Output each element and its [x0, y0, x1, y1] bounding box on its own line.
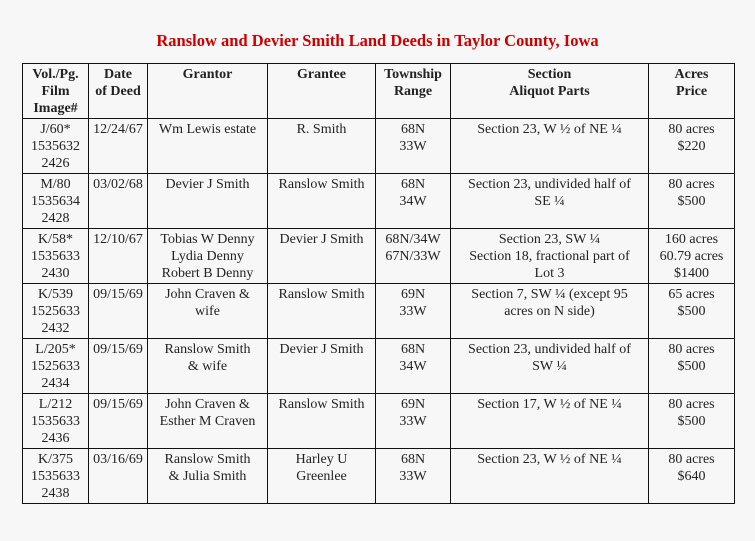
- cell-grantor: John Craven & Esther M Craven: [148, 394, 268, 449]
- table-row: [23, 229, 735, 284]
- cell-section-aliquot: Section 17, W ½ of NE ¼: [451, 394, 649, 449]
- cell-acres-price: 65 acres $500: [649, 284, 735, 339]
- cell-date-of-deed: 12/10/67: [89, 229, 148, 284]
- cell-grantee: Ranslow Smith: [268, 284, 376, 339]
- cell-section-aliquot: Section 7, SW ¼ (except 95 acres on N side): [451, 284, 649, 339]
- cell-section-aliquot: Section 23, undivided half of SE ¼: [451, 174, 649, 229]
- cell-vol-page-film: K/539 1525633 2432: [23, 284, 89, 339]
- cell-vol-page-film: J/60* 1535632 2426: [23, 119, 89, 174]
- document-title: Ranslow and Devier Smith Land Deeds in Taylor County, Iowa: [156, 31, 599, 50]
- cell-vol-page-film: K/375 1535633 2438: [23, 449, 89, 504]
- cell-grantee: R. Smith: [268, 119, 376, 174]
- cell-acres-price: 80 acres $640: [649, 449, 735, 504]
- cell-grantor: Wm Lewis estate: [148, 119, 268, 174]
- cell-grantor: John Craven & wife: [148, 284, 268, 339]
- cell-vol-page-film: L/205* 1525633 2434: [23, 339, 89, 394]
- cell-date-of-deed: 03/16/69: [89, 449, 148, 504]
- cell-township-range: 69N 33W: [376, 394, 451, 449]
- cell-vol-page-film: L/212 1535633 2436: [23, 394, 89, 449]
- cell-township-range: 68N/34W 67N/33W: [376, 229, 451, 284]
- cell-section-aliquot: Section 23, W ½ of NE ¼: [451, 119, 649, 174]
- header-date-of-deed: Date of Deed: [89, 64, 148, 119]
- cell-acres-price: 80 acres $500: [649, 394, 735, 449]
- cell-date-of-deed: 09/15/69: [89, 339, 148, 394]
- cell-acres-price: 160 acres 60.79 acres $1400: [649, 229, 735, 284]
- cell-grantor: Ranslow Smith & wife: [148, 339, 268, 394]
- cell-township-range: 68N 33W: [376, 449, 451, 504]
- cell-date-of-deed: 09/15/69: [89, 284, 148, 339]
- cell-acres-price: 80 acres $500: [649, 339, 735, 394]
- cell-date-of-deed: 09/15/69: [89, 394, 148, 449]
- header-grantor: Grantor: [148, 64, 268, 119]
- table-row: [23, 119, 735, 174]
- cell-section-aliquot: Section 23, W ½ of NE ¼: [451, 449, 649, 504]
- cell-vol-page-film: M/80 1535634 2428: [23, 174, 89, 229]
- cell-township-range: 69N 33W: [376, 284, 451, 339]
- cell-acres-price: 80 acres $220: [649, 119, 735, 174]
- cell-section-aliquot: Section 23, SW ¼ Section 18, fractional part of Lot 3: [451, 229, 649, 284]
- header-township-range: Township Range: [376, 64, 451, 119]
- table-row: [23, 284, 735, 339]
- cell-vol-page-film: K/58* 1535633 2430: [23, 229, 89, 284]
- cell-grantee: Ranslow Smith: [268, 174, 376, 229]
- header-row: [23, 64, 735, 119]
- header-acres-price: Acres Price: [649, 64, 735, 119]
- cell-acres-price: 80 acres $500: [649, 174, 735, 229]
- header-vol-page-film: Vol./Pg. Film Image#: [23, 64, 89, 119]
- cell-grantor: Tobias W Denny Lydia Denny Robert B Denny: [148, 229, 268, 284]
- header-section-aliquot: Section Aliquot Parts: [451, 64, 649, 119]
- cell-section-aliquot: Section 23, undivided half of SW ¼: [451, 339, 649, 394]
- cell-grantee: Ranslow Smith: [268, 394, 376, 449]
- cell-date-of-deed: 03/02/68: [89, 174, 148, 229]
- cell-grantee: Devier J Smith: [268, 229, 376, 284]
- table-row: [23, 339, 735, 394]
- cell-grantor: Devier J Smith: [148, 174, 268, 229]
- cell-date-of-deed: 12/24/67: [89, 119, 148, 174]
- table-row: [23, 449, 735, 504]
- cell-grantee: Harley U Greenlee: [268, 449, 376, 504]
- land-deeds-table: [22, 63, 735, 504]
- cell-township-range: 68N 34W: [376, 339, 451, 394]
- table-row: [23, 394, 735, 449]
- cell-grantor: Ranslow Smith & Julia Smith: [148, 449, 268, 504]
- cell-grantee: Devier J Smith: [268, 339, 376, 394]
- cell-township-range: 68N 34W: [376, 174, 451, 229]
- cell-township-range: 68N 33W: [376, 119, 451, 174]
- header-grantee: Grantee: [268, 64, 376, 119]
- table-row: [23, 174, 735, 229]
